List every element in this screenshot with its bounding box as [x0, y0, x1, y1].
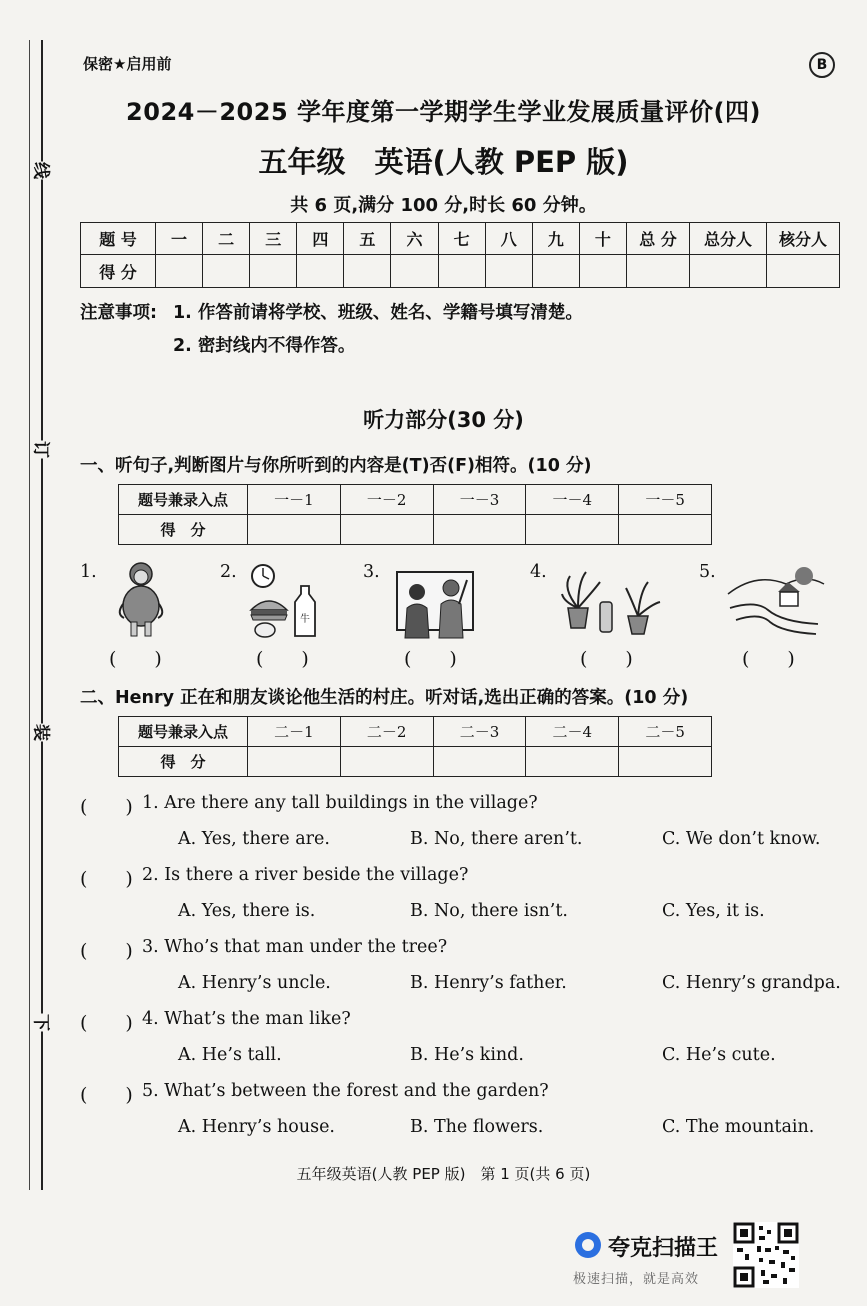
margin-label-xian: 线 — [31, 162, 56, 180]
section1-table-header: 一－5 — [619, 485, 712, 515]
score-table-header: 四 — [297, 223, 344, 255]
option-c[interactable]: C. The mountain. — [662, 1117, 815, 1137]
score-cell[interactable] — [526, 747, 619, 777]
option-b[interactable]: B. The flowers. — [410, 1117, 544, 1137]
question-5: 5. What’s between the forest and the garden? — [142, 1081, 549, 1101]
score-cell[interactable] — [619, 515, 712, 545]
section2-table-header: 二－3 — [433, 717, 526, 747]
score-table-header: 二 — [203, 223, 250, 255]
margin-label-ding: 订 — [31, 441, 56, 459]
section2-table-header: 题号兼录入点 — [119, 717, 248, 747]
notes-item-1: 1. 作答前请将学校、班级、姓名、学籍号填写清楚。 — [173, 303, 583, 323]
house-river-icon — [726, 564, 826, 636]
plants-icon — [560, 568, 668, 640]
score-cell[interactable] — [297, 255, 344, 288]
answer-paren[interactable]: ( ) — [580, 648, 633, 670]
score-table — [80, 222, 840, 288]
score-table-header: 八 — [485, 223, 532, 255]
section1-table-header: 一－4 — [526, 485, 619, 515]
score-cell[interactable] — [433, 747, 526, 777]
picture-number: 3. — [363, 562, 380, 582]
score-cell[interactable] — [690, 255, 767, 288]
score-cell[interactable] — [248, 515, 341, 545]
answer-paren[interactable]: ( ) — [80, 796, 133, 818]
option-c[interactable]: C. He’s cute. — [662, 1045, 776, 1065]
option-a[interactable]: A. He’s tall. — [178, 1045, 282, 1065]
score-table-header: 题 号 — [81, 223, 156, 255]
option-a[interactable]: A. Yes, there are. — [178, 829, 330, 849]
score-cell[interactable] — [627, 255, 690, 288]
listening-title: 听力部分(30 分) — [363, 408, 524, 432]
watermark-slogan: 极速扫描，就是高效 — [573, 1272, 700, 1287]
version-badge: B — [809, 52, 835, 78]
page-footer: 五年级英语(人教 PEP 版) 第 1 页(共 6 页) — [296, 1165, 591, 1183]
score-cell[interactable] — [619, 747, 712, 777]
score-cell[interactable] — [248, 747, 341, 777]
answer-paren[interactable]: ( ) — [256, 648, 309, 670]
answer-paren[interactable]: ( ) — [80, 940, 133, 962]
section2-score-label: 得 分 — [119, 747, 248, 777]
section2-table-header: 二－5 — [619, 717, 712, 747]
option-b[interactable]: B. No, there isn’t. — [410, 901, 568, 921]
score-cell[interactable] — [203, 255, 250, 288]
picture-number: 4. — [530, 562, 547, 582]
two-people-painting-icon — [393, 568, 477, 640]
answer-paren[interactable]: ( ) — [109, 648, 162, 670]
score-cell[interactable] — [579, 255, 626, 288]
score-cell[interactable] — [433, 515, 526, 545]
question-1: 1. Are there any tall buildings in the village? — [142, 793, 538, 813]
secret-label: 保密★启用前 — [83, 55, 172, 73]
quark-logo-icon — [575, 1232, 601, 1258]
picture-number: 5. — [699, 562, 716, 582]
qr-code-icon — [733, 1222, 799, 1288]
question-4: 4. What’s the man like? — [142, 1009, 351, 1029]
section1-title: 一、听句子,判断图片与你所听到的内容是(T)否(F)相符。(10 分) — [80, 456, 592, 476]
question-3: 3. Who’s that man under the tree? — [142, 937, 448, 957]
score-cell[interactable] — [391, 255, 438, 288]
score-table-header: 核分人 — [767, 223, 840, 255]
score-row-label: 得 分 — [81, 255, 156, 288]
section2-table-header: 二－1 — [248, 717, 341, 747]
score-cell[interactable] — [340, 747, 433, 777]
section2-table — [118, 716, 712, 777]
score-table-header: 七 — [438, 223, 485, 255]
woman-icon — [112, 560, 170, 640]
section1-table-header: 一－1 — [248, 485, 341, 515]
section1-score-label: 得 分 — [119, 515, 248, 545]
picture-number: 1. — [80, 562, 97, 582]
section1-table-header: 一－2 — [340, 485, 433, 515]
score-cell[interactable] — [485, 255, 532, 288]
question-2: 2. Is there a river beside the village? — [142, 865, 469, 885]
section2-table-header: 二－4 — [526, 717, 619, 747]
option-b[interactable]: B. No, there aren’t. — [410, 829, 583, 849]
option-c[interactable]: C. We don’t know. — [662, 829, 821, 849]
option-c[interactable]: C. Henry’s grandpa. — [662, 973, 841, 993]
score-cell[interactable] — [438, 255, 485, 288]
score-table-header: 十 — [579, 223, 626, 255]
score-cell[interactable] — [344, 255, 391, 288]
notes-item-2: 2. 密封线内不得作答。 — [173, 336, 356, 356]
exam-title: 2024－2025 学年度第一学期学生学业发展质量评价(四) — [126, 98, 761, 126]
score-cell[interactable] — [340, 515, 433, 545]
answer-paren[interactable]: ( ) — [404, 648, 457, 670]
section2-table-header: 二－2 — [340, 717, 433, 747]
option-c[interactable]: C. Yes, it is. — [662, 901, 765, 921]
section1-table — [118, 484, 712, 545]
score-cell[interactable] — [767, 255, 840, 288]
score-cell[interactable] — [250, 255, 297, 288]
picture-number: 2. — [220, 562, 237, 582]
score-cell[interactable] — [532, 255, 579, 288]
notes-label: 注意事项: — [80, 303, 157, 323]
score-table-header: 六 — [391, 223, 438, 255]
option-a[interactable]: A. Yes, there is. — [178, 901, 316, 921]
score-table-header: 九 — [532, 223, 579, 255]
clock-burger-milk-icon — [245, 562, 323, 640]
exam-info: 共 6 页,满分 100 分,时长 60 分钟。 — [290, 195, 597, 216]
watermark-brand: 夸克扫描王 — [608, 1236, 719, 1261]
score-table-header: 一 — [156, 223, 203, 255]
option-a[interactable]: A. Henry’s uncle. — [178, 973, 331, 993]
option-a[interactable]: A. Henry’s house. — [178, 1117, 335, 1137]
margin-label-zhuang: 装 — [31, 724, 56, 742]
answer-paren[interactable]: ( ) — [80, 1012, 133, 1034]
section1-table-header: 一－3 — [433, 485, 526, 515]
answer-paren[interactable]: ( ) — [80, 1084, 133, 1106]
score-table-header: 总 分 — [627, 223, 690, 255]
option-b[interactable]: B. Henry’s father. — [410, 973, 567, 993]
section1-table-header: 题号兼录入点 — [119, 485, 248, 515]
section2-title: 二、Henry 正在和朋友谈论他生活的村庄。听对话,选出正确的答案。(10 分) — [80, 688, 689, 708]
exam-subtitle: 五年级 英语(人教 PEP 版) — [258, 145, 629, 179]
score-table-header: 总分人 — [690, 223, 767, 255]
score-table-header: 五 — [344, 223, 391, 255]
option-b[interactable]: B. He’s kind. — [410, 1045, 524, 1065]
answer-paren[interactable]: ( ) — [742, 648, 795, 670]
score-cell[interactable] — [526, 515, 619, 545]
score-cell[interactable] — [156, 255, 203, 288]
margin-label-xia: 下 — [31, 1014, 56, 1032]
score-table-header: 三 — [250, 223, 297, 255]
answer-paren[interactable]: ( ) — [80, 868, 133, 890]
svg-text:牛: 牛 — [300, 614, 310, 625]
